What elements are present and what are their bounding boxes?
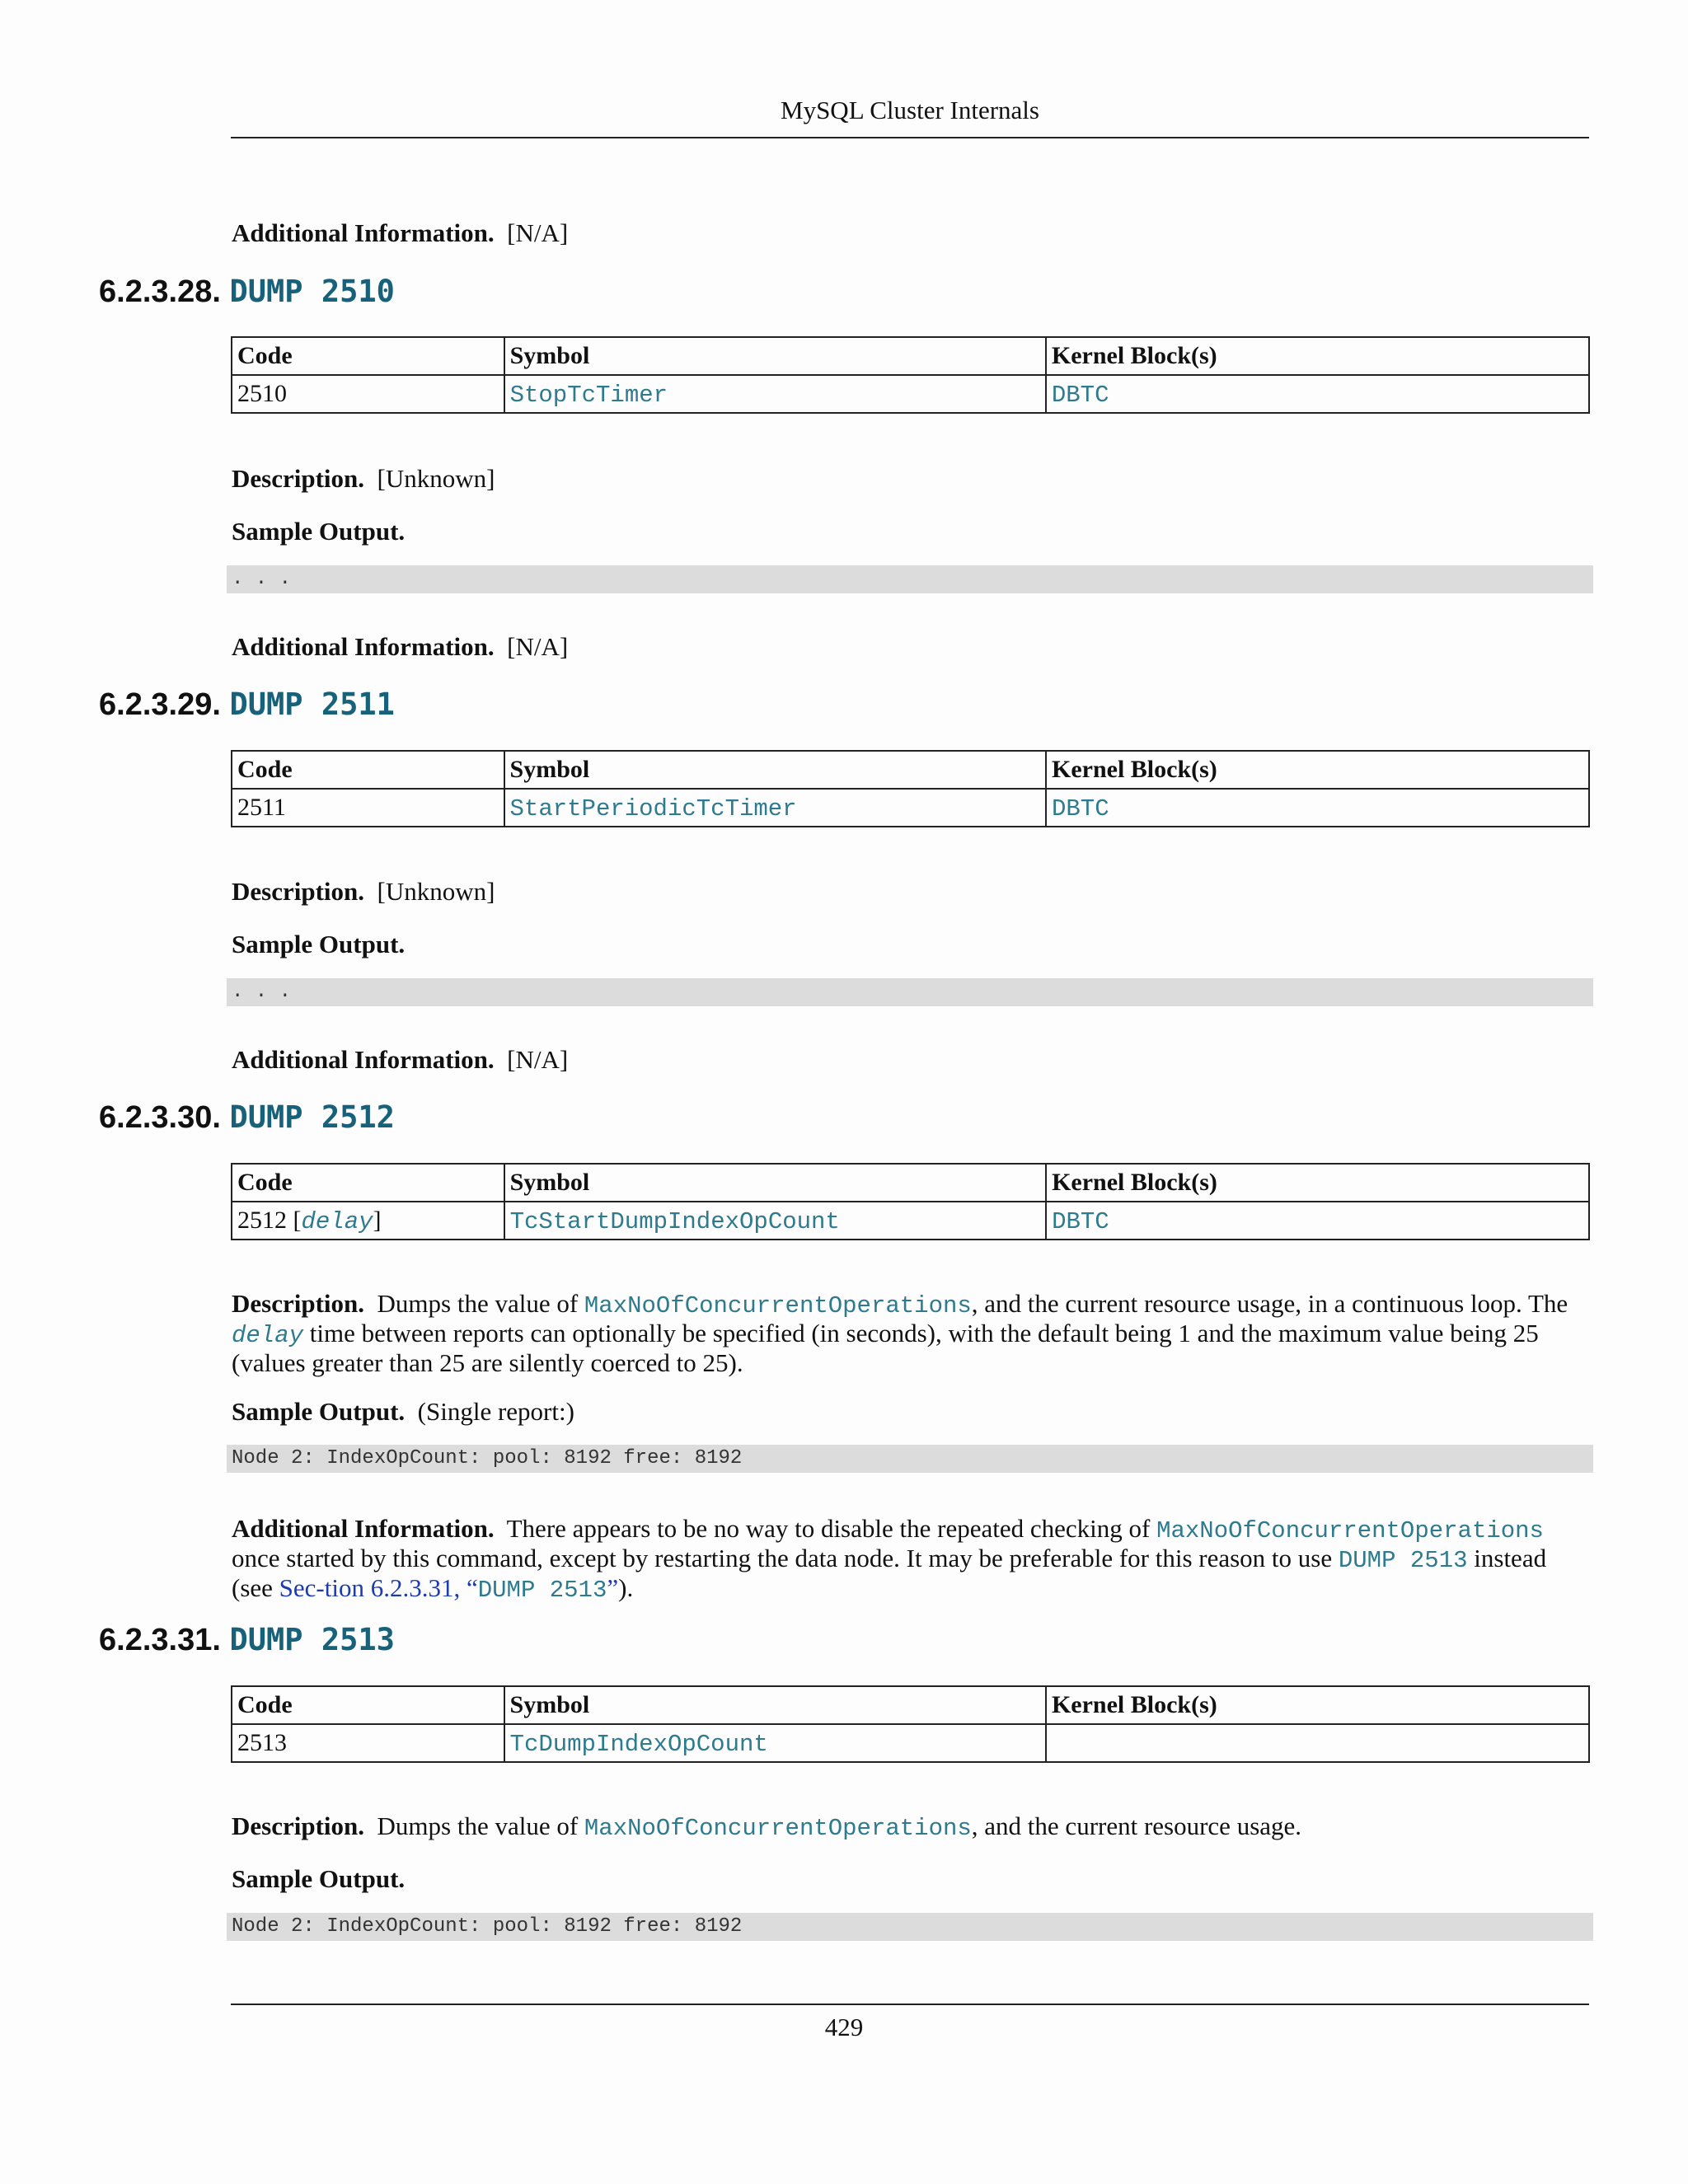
description-label: Description. <box>232 464 365 493</box>
section-number: 6.2.3.29. <box>99 687 221 722</box>
section-heading-2513 <box>99 1622 395 1658</box>
additional-info-text: ). <box>618 1573 634 1602</box>
section-heading-2512 <box>99 1099 395 1136</box>
table-row <box>232 1202 1589 1240</box>
description-text: [Unknown] <box>377 877 495 906</box>
kernel-cell <box>1046 1724 1589 1762</box>
col-header-kernel-blocks: Kernel Block(s) <box>1046 1686 1589 1724</box>
description <box>232 465 1587 492</box>
sample-output-code: . . . <box>227 565 1593 593</box>
kernel-block-link[interactable]: DBTC <box>1052 1207 1109 1235</box>
description-label: Description. <box>232 877 365 906</box>
additional-info <box>232 1515 1587 1604</box>
crossref-text: Sec-tion 6.2.3.31, “ <box>279 1573 478 1602</box>
additional-info <box>232 633 1587 660</box>
symbol-cell <box>504 1724 1046 1762</box>
section-heading-2511 <box>99 687 395 723</box>
sample-output-heading <box>232 1865 1587 1892</box>
description-text: , and the current resource usage. <box>971 1811 1302 1840</box>
kernel-block-link[interactable]: DBTC <box>1051 381 1109 409</box>
additional-info-text: instead (see <box>232 1544 1547 1602</box>
table-row <box>232 789 1589 827</box>
symbol-cell <box>504 1202 1047 1240</box>
dump-2512-table <box>231 1163 1590 1240</box>
description-label: Description. <box>232 1289 365 1318</box>
col-header-kernel-blocks: Kernel Block(s) <box>1046 337 1589 375</box>
sample-output-heading <box>232 930 1587 958</box>
table-row <box>232 375 1589 413</box>
sample-output-label: Sample Output. <box>232 517 406 546</box>
col-header-symbol: Symbol <box>504 337 1046 375</box>
description-text: [Unknown] <box>377 464 495 493</box>
section-crossref-link[interactable] <box>279 1573 618 1602</box>
additional-info-label: Additional Information. <box>232 1045 495 1074</box>
description-text: time between reports can optionally be specified (in seconds), with the default being 1 and the maximum value being 25 (values greater than 25 are silently coerced to 25). <box>232 1319 1539 1377</box>
symbol-cell <box>504 789 1046 827</box>
table-header-row <box>232 1164 1589 1202</box>
col-header-symbol: Symbol <box>504 751 1046 789</box>
col-header-symbol: Symbol <box>504 1686 1046 1724</box>
kernel-cell <box>1046 375 1589 413</box>
code-cell: 2513 <box>232 1724 504 1762</box>
description <box>232 1812 1587 1842</box>
additional-info-text: [N/A] <box>507 218 569 247</box>
sample-output-code: . . . <box>227 978 1593 1006</box>
description-label: Description. <box>232 1811 365 1840</box>
intro-additional-info <box>232 219 1587 246</box>
section-number: 6.2.3.28. <box>99 274 221 309</box>
sample-output-label: Sample Output. <box>232 1864 406 1893</box>
running-header <box>231 91 1589 138</box>
section-title: DUMP 2511 <box>229 687 395 722</box>
col-header-code: Code <box>232 337 504 375</box>
sample-output-code: Node 2: IndexOpCount: pool: 8192 free: 8192 <box>227 1445 1593 1473</box>
code-cell <box>232 1202 504 1240</box>
col-header-code: Code <box>232 1686 504 1724</box>
symbol-link[interactable]: StopTcTimer <box>509 381 668 409</box>
description <box>232 1290 1587 1376</box>
table-header-row <box>232 1686 1589 1724</box>
additional-info-text: There appears to be no way to disable the repeated checking of <box>506 1514 1157 1543</box>
section-heading-2510 <box>99 274 395 310</box>
table-row <box>232 1724 1589 1762</box>
col-header-kernel-blocks: Kernel Block(s) <box>1046 751 1589 789</box>
config-param-link[interactable]: MaxNoOfConcurrentOperations <box>584 1815 972 1842</box>
running-header-title: MySQL Cluster Internals <box>781 96 1039 124</box>
kernel-cell <box>1046 1202 1589 1240</box>
additional-info-label: Additional Information. <box>232 218 495 247</box>
symbol-cell <box>504 375 1046 413</box>
crossref-code: DUMP 2513 <box>477 1577 607 1604</box>
dump-2510-table <box>231 336 1590 414</box>
delay-param: delay <box>232 1322 304 1349</box>
col-header-kernel-blocks: Kernel Block(s) <box>1046 1164 1589 1202</box>
table-header-row <box>232 751 1589 789</box>
code-cell: 2510 <box>232 375 504 413</box>
sample-output-code: Node 2: IndexOpCount: pool: 8192 free: 8192 <box>227 1913 1593 1941</box>
additional-info-text: once started by this command, except by restarting the data node. It may be preferable for this reason to use <box>232 1544 1339 1572</box>
section-number: 6.2.3.30. <box>99 1100 221 1135</box>
additional-info-text: [N/A] <box>507 632 569 661</box>
section-title: DUMP 2512 <box>229 1099 395 1135</box>
sample-output-label: Sample Output. <box>232 1397 406 1426</box>
sample-output-label: Sample Output. <box>232 930 406 958</box>
col-header-code: Code <box>232 1164 504 1202</box>
sample-output-note: (Single report:) <box>417 1397 574 1426</box>
symbol-link[interactable]: StartPeriodicTcTimer <box>509 794 797 823</box>
kernel-cell <box>1046 789 1589 827</box>
code-value: 2512 [ <box>237 1206 302 1234</box>
additional-info-label: Additional Information. <box>232 632 495 661</box>
config-param-link[interactable]: MaxNoOfConcurrentOperations <box>584 1292 972 1319</box>
footer-rule <box>231 2004 1589 2005</box>
code-cell: 2511 <box>232 789 504 827</box>
table-header-row <box>232 337 1589 375</box>
config-param-link[interactable]: MaxNoOfConcurrentOperations <box>1156 1517 1544 1544</box>
additional-info <box>232 1046 1587 1073</box>
dump-2513-table <box>231 1685 1590 1763</box>
page-number: 429 <box>824 2013 864 2041</box>
code-bracket-close: ] <box>373 1206 382 1234</box>
sample-output-heading <box>232 1398 1587 1425</box>
symbol-link[interactable]: TcDumpIndexOpCount <box>509 1730 768 1758</box>
col-header-code: Code <box>232 751 504 789</box>
dump-2513-ref: DUMP 2513 <box>1338 1547 1468 1574</box>
kernel-block-link[interactable]: DBTC <box>1051 794 1109 823</box>
additional-info-text: [N/A] <box>507 1045 569 1074</box>
description <box>232 878 1587 905</box>
section-number: 6.2.3.31. <box>99 1623 221 1657</box>
sample-output-heading <box>232 518 1587 545</box>
symbol-link[interactable]: TcStartDumpIndexOpCount <box>509 1207 840 1235</box>
additional-info-label: Additional Information. <box>232 1514 495 1543</box>
section-title: DUMP 2513 <box>229 1622 395 1657</box>
section-title: DUMP 2510 <box>229 274 395 309</box>
description-text: Dumps the value of <box>377 1289 584 1318</box>
description-text: , and the current resource usage, in a continuous loop. The <box>971 1289 1568 1318</box>
crossref-quote: ” <box>607 1573 619 1602</box>
description-text: Dumps the value of <box>377 1811 584 1840</box>
col-header-symbol: Symbol <box>504 1164 1047 1202</box>
dump-2511-table <box>231 750 1590 827</box>
code-param-delay: delay <box>301 1207 373 1235</box>
